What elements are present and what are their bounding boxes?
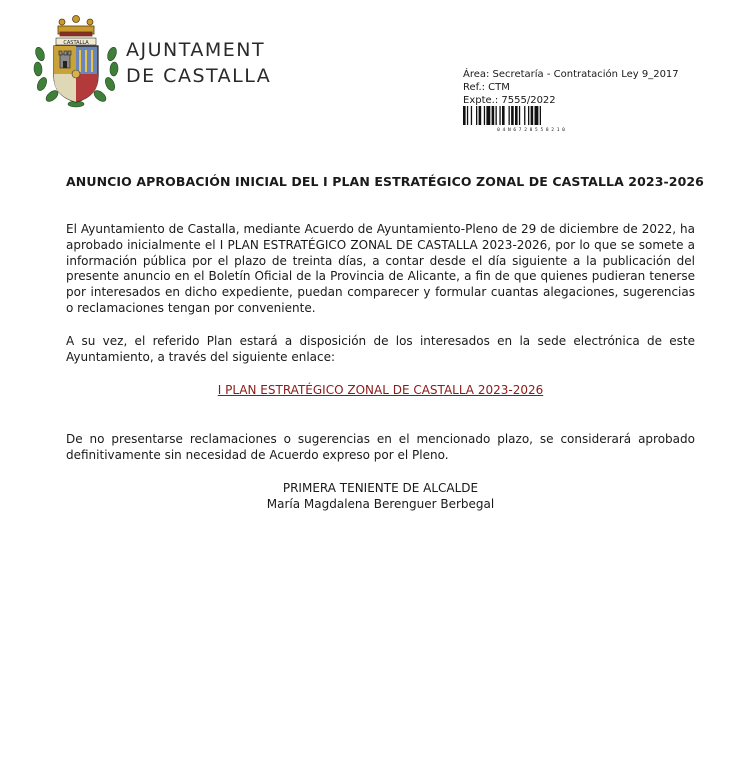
barcode-bar: [519, 106, 520, 125]
barcode: [463, 106, 600, 132]
paragraph-approval: El Ayuntamiento de Castalla, mediante Acuerdo de Ayuntamiento-Pleno de 29 de diciembre de 2022, ha aprobado inicialmente el I PLAN ESTRATÉGICO ZONAL DE CASTALLA 2023-2026, por lo que se somete a información pública por el plazo de treinta días, a contar desde el día siguiente a la publicación del presente anuncio en el Boletín Oficial de la Provincia de Alicante, a fin de que quienes pudieran tenerse por interesados en dicho expediente, puedan comparecer y formular cuantas alegaciones, sugerencias o reclamaciones tengan por conveniente.: [66, 222, 695, 315]
barcode-bar: [535, 106, 539, 125]
barcode-bar: [476, 106, 477, 125]
barcode-bar: [496, 106, 497, 125]
organization-name: [126, 37, 271, 89]
area-reference: Área: Secretaría - Contratación Ley 9_2017: [463, 69, 679, 80]
org-name-line2: DE CASTALLA: [126, 65, 272, 87]
paragraph-final-approval: De no presentarse reclamaciones o sugerencias en el mencionado plazo, se considerará aprobado definitivamente sin necesidad de Acuerdo expreso por el Pleno.: [66, 432, 695, 462]
barcode-bar: [524, 106, 525, 125]
paragraph-availability: A su vez, el referido Plan estará a disposición de los interesados en la sede electrónica de este Ayuntamiento, a través del siguiente enlace:: [66, 334, 695, 364]
barcode-bar: [511, 106, 514, 125]
barcode-bar: [492, 106, 495, 125]
signatory-name: María Magdalena Berenguer Berbegal: [266, 497, 495, 511]
barcode-bar: [486, 106, 490, 125]
barcode-text: 0 4 N 6 7 2 8 5 5 8 2 1 0: [497, 128, 565, 132]
barcode-bar: [479, 106, 482, 125]
barcode-bar: [515, 106, 518, 125]
barcode-bar: [540, 106, 541, 125]
plan-link-container: [66, 383, 695, 397]
document-title: ANUNCIO APROBACIÓN INICIAL DEL I PLAN ESTRATÉGICO ZONAL DE CASTALLA 2023-2026: [66, 174, 704, 189]
crest-motto: CASTALLA: [63, 40, 89, 46]
barcode-bar: [528, 106, 529, 125]
barcode-bar: [484, 106, 485, 125]
signature-block: [66, 480, 695, 512]
org-name-line1: AJUNTAMENT: [126, 39, 266, 61]
barcode-bar: [509, 106, 510, 125]
signatory-role: PRIMERA TENIENTE DE ALCALDE: [282, 481, 479, 495]
barcode-bar: [463, 106, 466, 125]
barcode-bar: [467, 106, 468, 125]
barcode-bar: [499, 106, 500, 125]
barcode-bar: [471, 106, 472, 125]
plan-link[interactable]: I PLAN ESTRATÉGICO ZONAL DE CASTALLA 2023-2026: [217, 383, 544, 397]
expediente-number: Expte.: 7555/2022: [463, 95, 556, 106]
barcode-bar: [531, 106, 534, 125]
reference-block: [463, 68, 679, 107]
coat-of-arms-logo: [32, 14, 120, 110]
ref-code: Ref.: CTM: [463, 82, 510, 93]
barcode-bar: [502, 106, 505, 125]
